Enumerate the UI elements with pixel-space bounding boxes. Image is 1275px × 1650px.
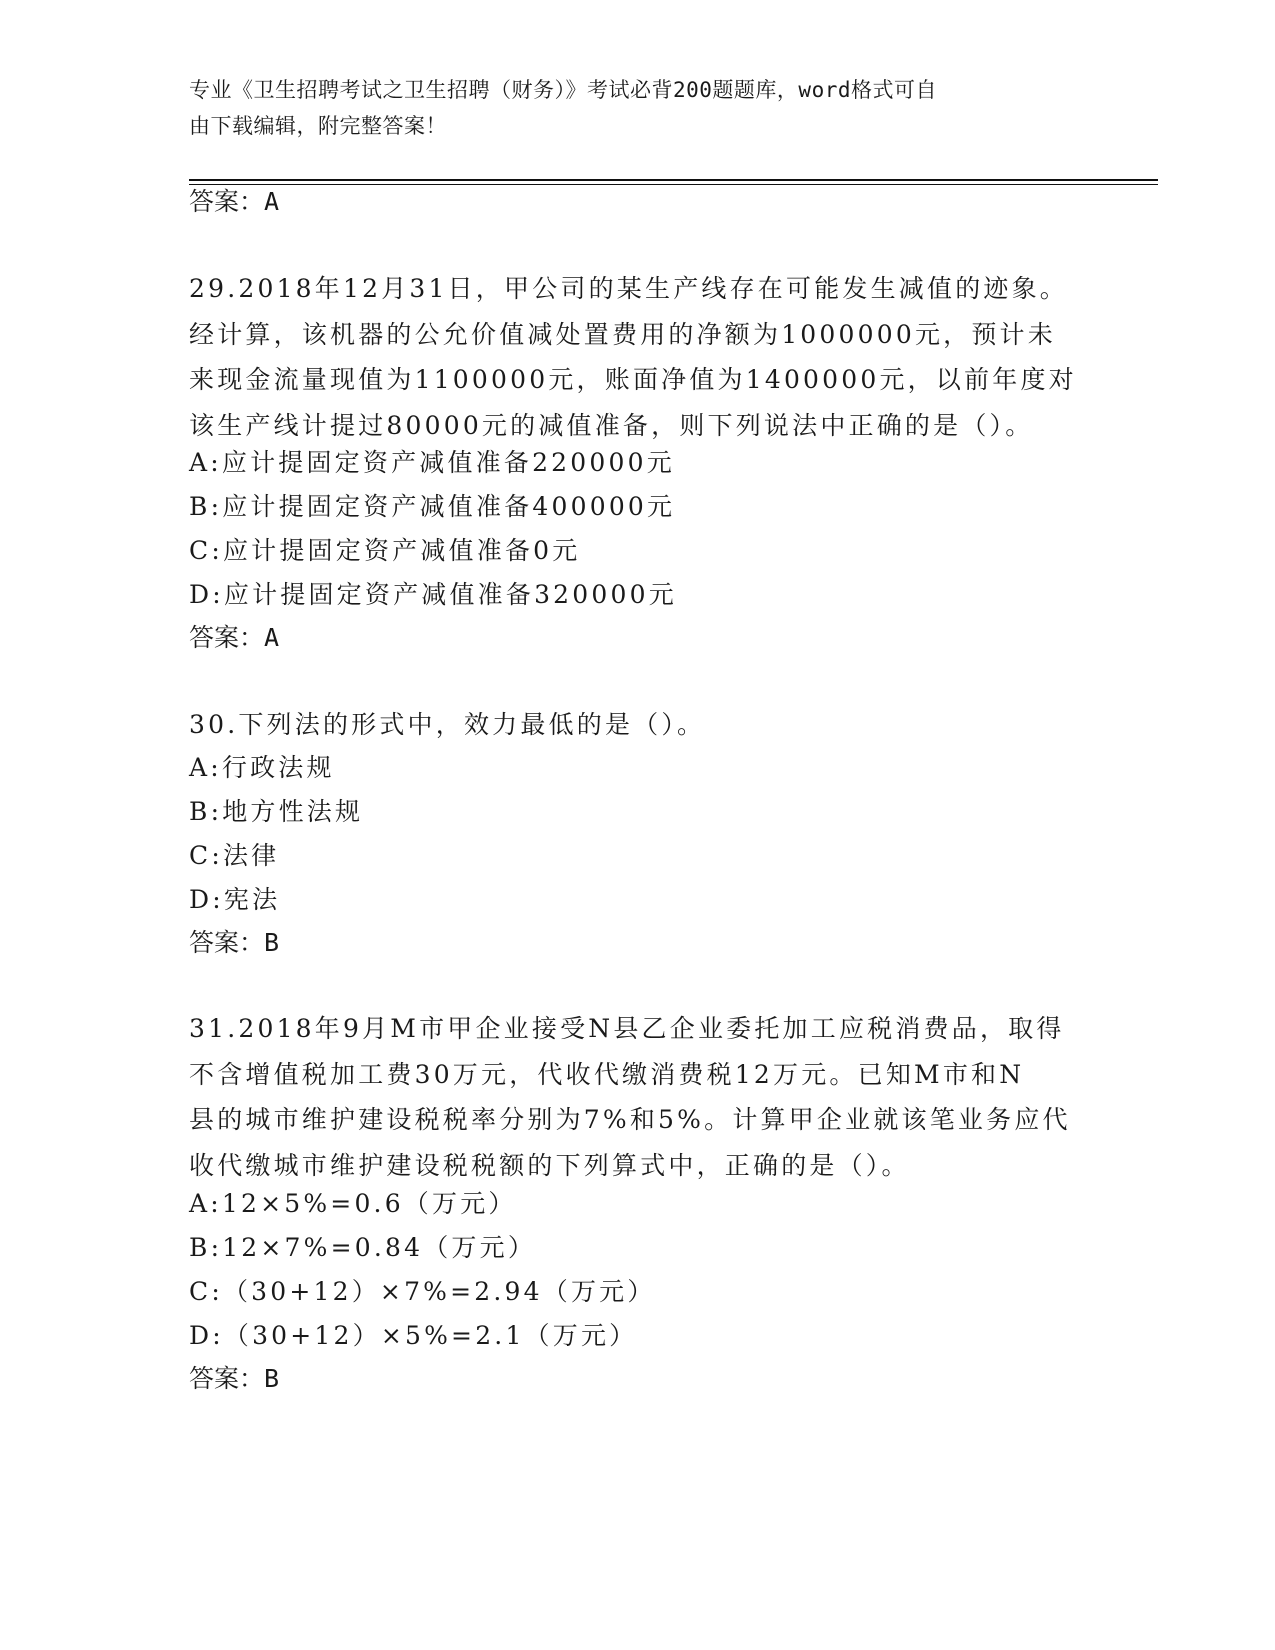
question-29-option-a: A:应计提固定资产减值准备220000元: [189, 448, 675, 477]
question-30-option-a: A:行政法规: [189, 753, 335, 782]
question-29-option-b: B:应计提固定资产减值准备400000元: [189, 492, 676, 521]
question-30-option-b: B:地方性法规: [189, 797, 364, 826]
question-30-text: [189, 702, 1089, 748]
document-header: [189, 72, 1089, 144]
header-divider-thick: [189, 179, 1158, 181]
question-31-option-b: B:12×7%=0.84（万元）: [189, 1233, 537, 1262]
question-line: 经计算，该机器的公允价值减处置费用的净额为1000000元，预计未: [189, 319, 1056, 349]
question-line: 收代缴城市维护建设税税额的下列算式中，正确的是（）。: [189, 1150, 910, 1180]
question-line: 来现金流量现值为1100000元，账面净值为1400000元，以前年度对: [189, 365, 1077, 394]
question-line: 县的城市维护建设税税率分别为7%和5%。计算甲企业就该笔业务应代: [189, 1105, 1071, 1134]
question-line: 不含增值税加工费30万元，代收代缴消费税12万元。已知M市和N: [189, 1059, 1025, 1089]
question-31-answer: 答案：B: [189, 1364, 280, 1393]
question-line: 29.2018年12月31日，甲公司的某生产线存在可能发生减值的迹象。: [189, 274, 1069, 303]
question-line: 该生产线计提过80000元的减值准备，则下列说法中正确的是（）。: [189, 410, 1034, 440]
question-30-option-c: C:法律: [189, 841, 280, 870]
question-30-option-d: D:宪法: [189, 885, 281, 914]
question-line: 30.下列法的形式中，效力最低的是（）。: [189, 710, 706, 739]
question-29-option-d: D:应计提固定资产减值准备320000元: [189, 580, 677, 609]
header-line-1: 专业《卫生招聘考试之卫生招聘（财务）》考试必背200题题库，word格式可自: [189, 78, 937, 102]
header-line-2: 由下载编辑，附完整答案！: [189, 114, 447, 138]
question-31-option-d: D:（30+12）×5%=2.1（万元）: [189, 1321, 638, 1350]
question-31-text: [189, 1006, 1089, 1188]
header-divider-thin: [189, 184, 1158, 185]
question-30-answer: 答案：B: [189, 928, 280, 957]
question-29-answer: 答案：A: [189, 623, 280, 652]
previous-answer: 答案：A: [189, 187, 280, 216]
question-29-text: [189, 266, 1089, 448]
question-31-option-a: A:12×5%=0.6（万元）: [189, 1189, 517, 1218]
question-29-option-c: C:应计提固定资产减值准备0元: [189, 536, 581, 565]
question-31-option-c: C:（30+12）×7%=2.94（万元）: [189, 1277, 656, 1306]
question-line: 31.2018年9月M市甲企业接受N县乙企业委托加工应税消费品，取得: [189, 1014, 1065, 1043]
